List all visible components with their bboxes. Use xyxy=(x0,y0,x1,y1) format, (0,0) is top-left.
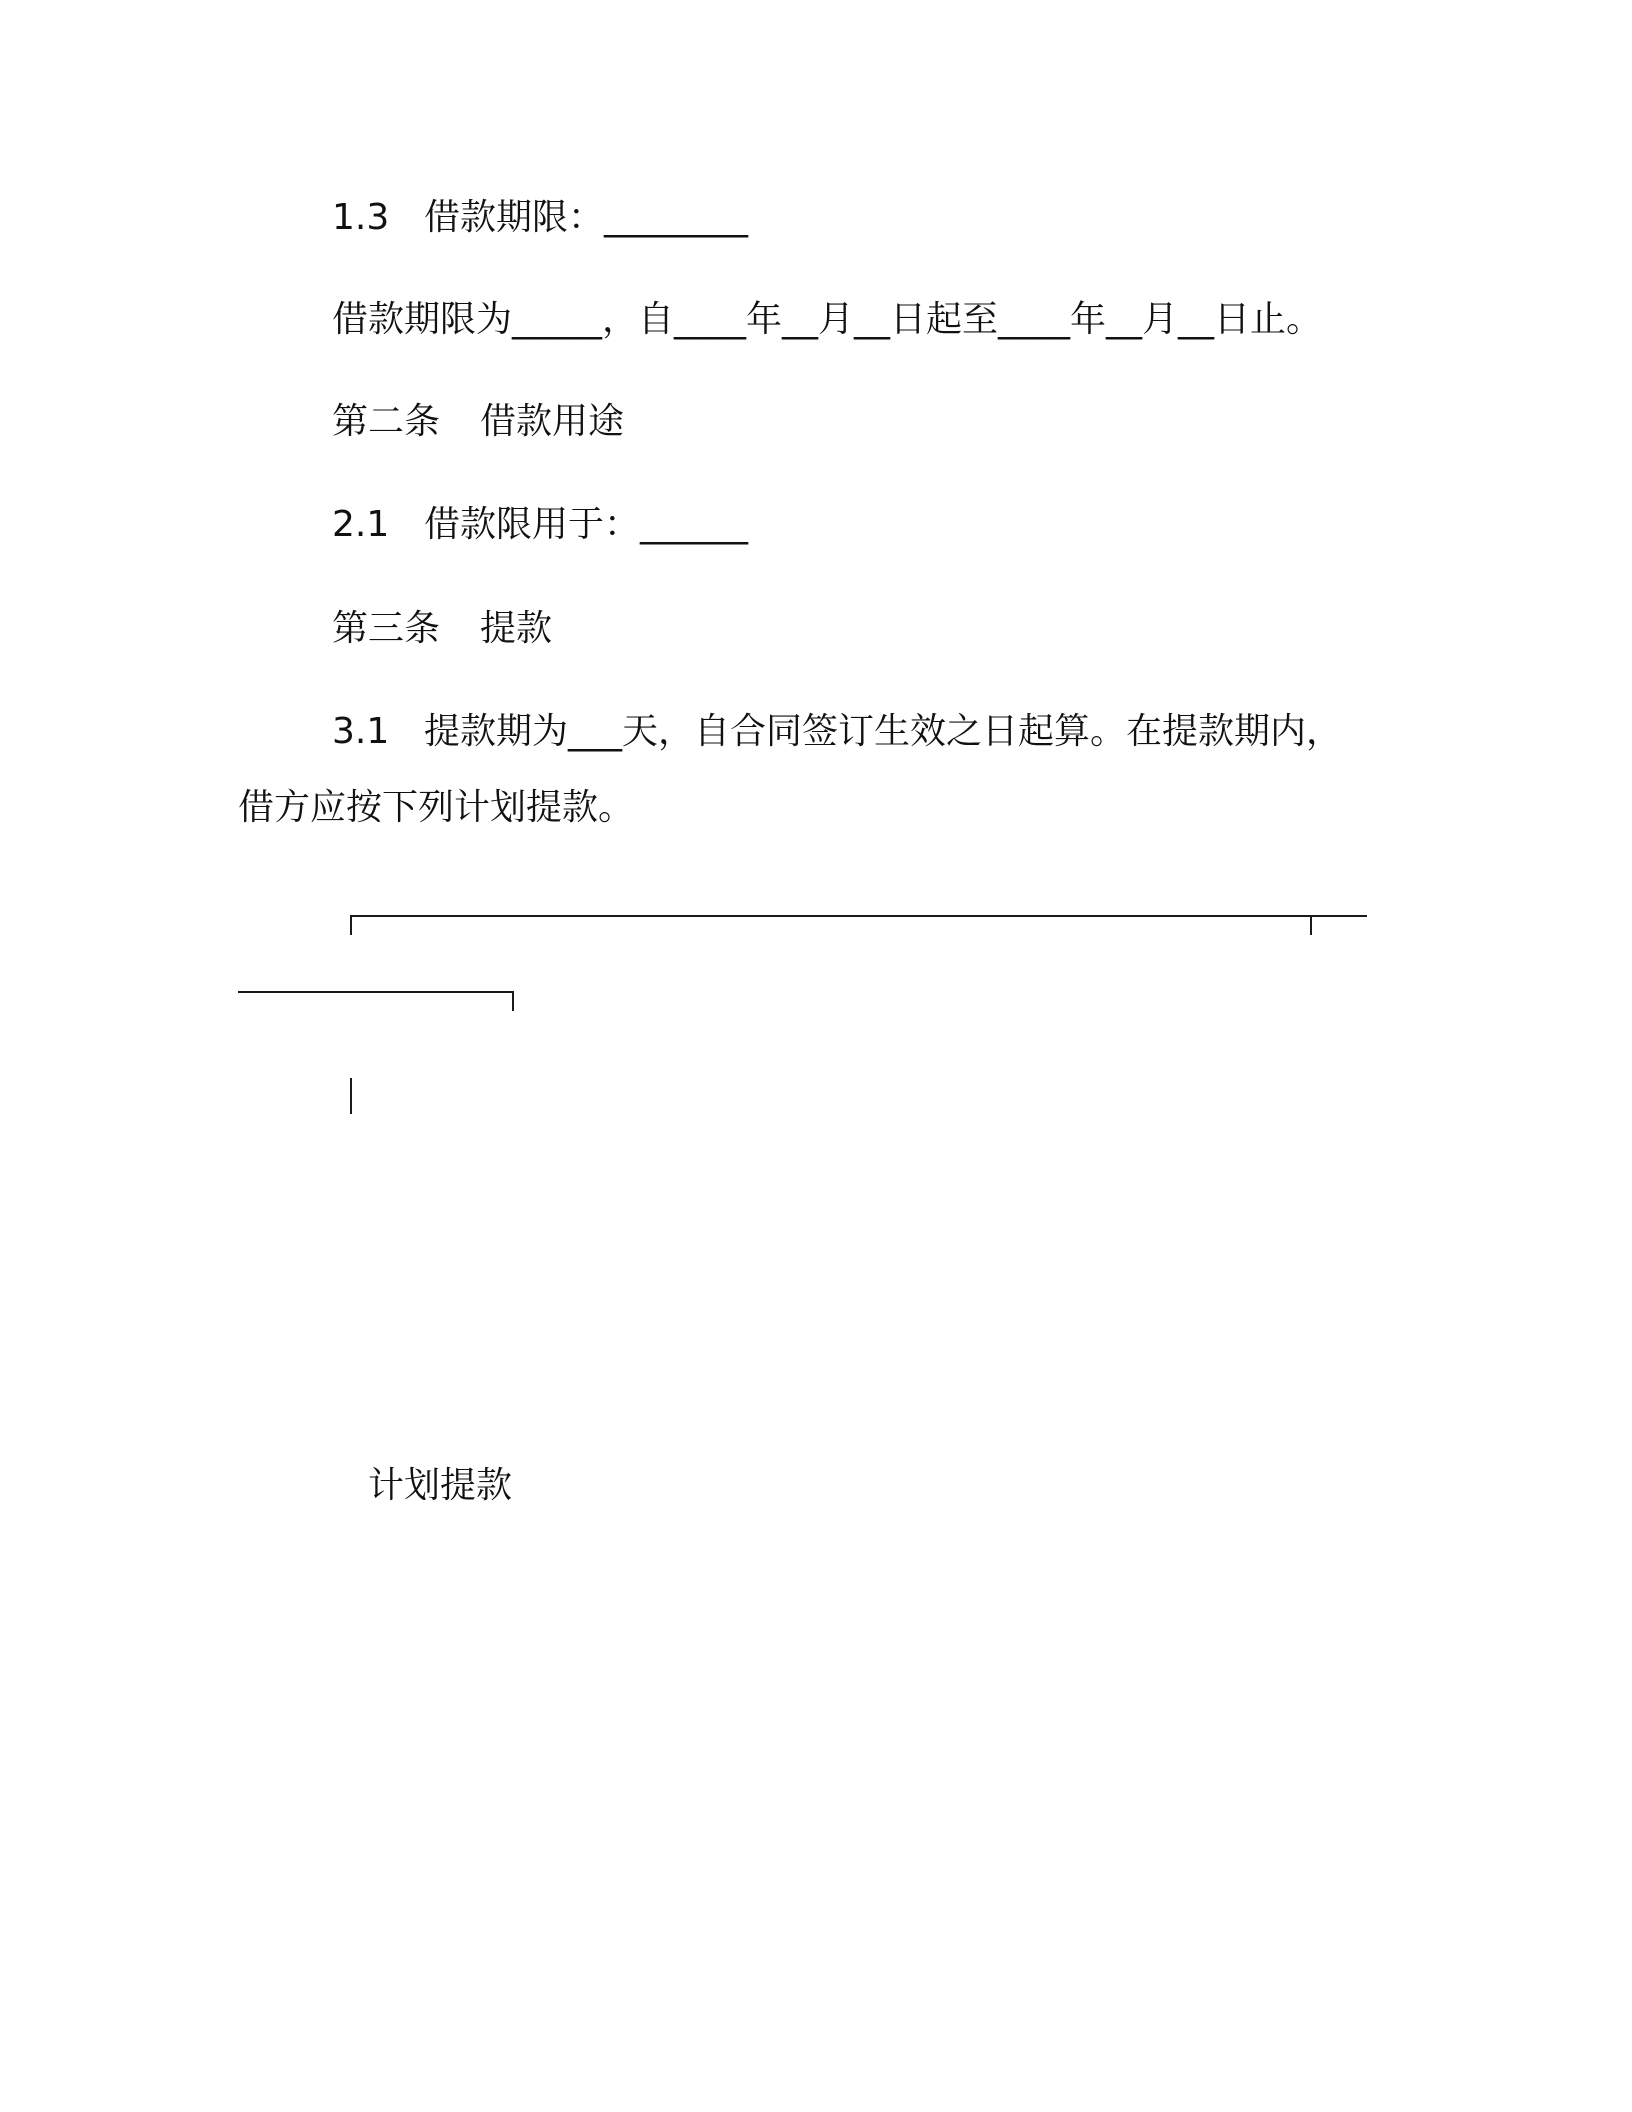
clause-3-1-line-1 xyxy=(332,710,1342,754)
clause-text: 借款期限：________ xyxy=(424,197,749,238)
clause-1-3 xyxy=(332,196,748,240)
table-top-border xyxy=(350,915,1367,917)
article-title: 借款用途 xyxy=(480,401,625,442)
table-second-tick xyxy=(512,991,514,1011)
table-second-border xyxy=(238,991,514,993)
article-2-heading xyxy=(332,400,624,444)
article-number: 第二条 xyxy=(332,401,441,442)
clause-number: 1.3 xyxy=(332,197,390,238)
table-left-border xyxy=(350,1078,352,1114)
clause-text-continued: 借方应按下列计划提款。 xyxy=(238,787,635,828)
article-3-heading xyxy=(332,607,552,651)
article-title: 提款 xyxy=(480,608,553,649)
clause-number: 3.1 xyxy=(332,711,390,752)
clause-text: 借款限用于：______ xyxy=(424,504,749,545)
clause-text: 提款期为___天，自合同签订生效之日起算。在提款期内， xyxy=(424,711,1343,752)
clause-2-1 xyxy=(332,503,748,547)
table-left-tick xyxy=(350,915,352,935)
article-number: 第三条 xyxy=(332,608,441,649)
table-right-tick xyxy=(1310,915,1312,935)
table-caption-text: 计划提款 xyxy=(368,1465,513,1506)
loan-term-line xyxy=(332,298,1322,342)
clause-number: 2.1 xyxy=(332,504,390,545)
table-caption xyxy=(368,1464,512,1508)
loan-term-text: 借款期限为_____，自____年__月__日起至____年__月__日止。 xyxy=(332,299,1323,340)
clause-3-1-line-2 xyxy=(238,786,634,830)
